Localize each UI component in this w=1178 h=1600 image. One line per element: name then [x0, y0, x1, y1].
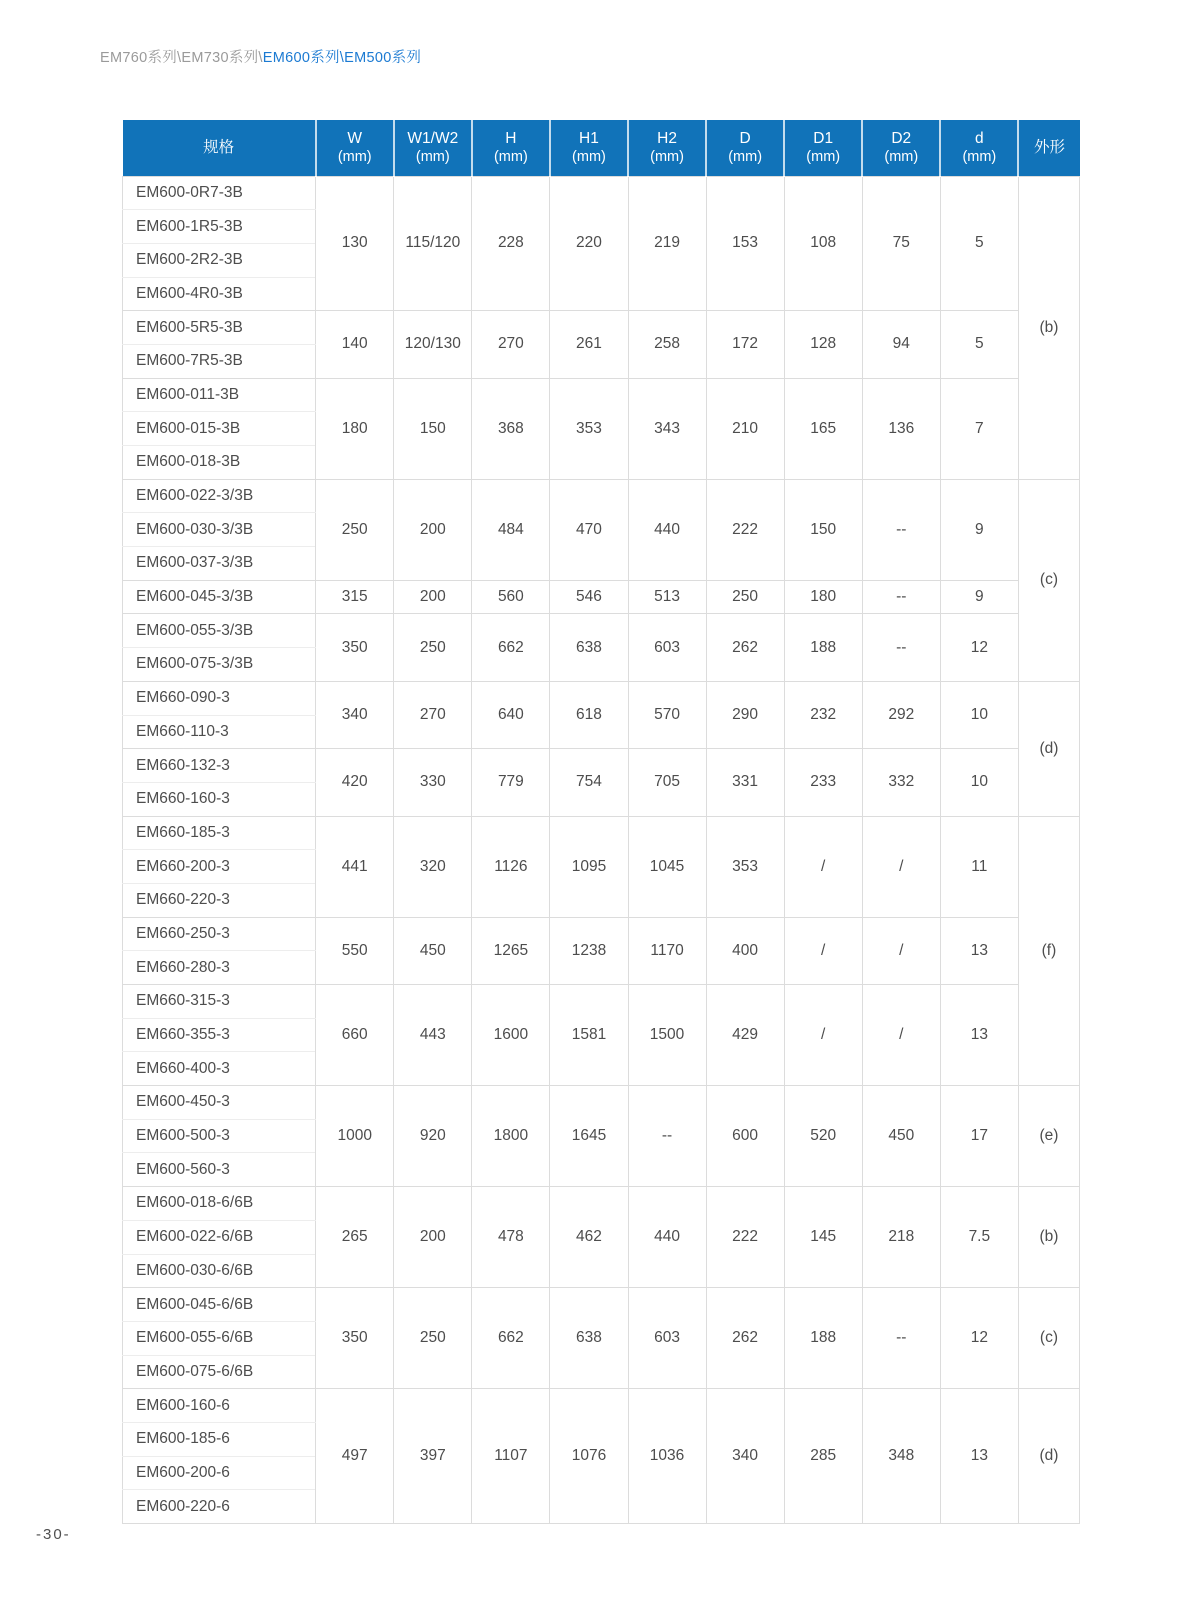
value-cell: 662 — [472, 614, 550, 681]
column-header-d: D (mm) — [706, 120, 784, 176]
value-cell: / — [862, 816, 940, 917]
table-row — [123, 580, 1080, 614]
value-cell: 1500 — [628, 985, 706, 1086]
value-cell: 128 — [784, 311, 862, 378]
model-cell: EM660-315-3 — [123, 985, 316, 1019]
model-cell: EM660-220-3 — [123, 883, 316, 917]
value-cell: 13 — [940, 917, 1018, 984]
value-cell: 1000 — [316, 1086, 394, 1187]
shape-cell: (c) — [1018, 1288, 1079, 1389]
model-cell: EM660-200-3 — [123, 850, 316, 884]
value-cell: 12 — [940, 1288, 1018, 1389]
value-cell: 222 — [706, 1187, 784, 1288]
column-header-d1: D1 (mm) — [784, 120, 862, 176]
value-cell: 188 — [784, 1288, 862, 1389]
model-cell: EM600-055-3/3B — [123, 614, 316, 648]
value-cell: 350 — [316, 614, 394, 681]
table-row — [123, 311, 1080, 345]
value-cell: 397 — [394, 1389, 472, 1524]
model-cell: EM600-030-3/3B — [123, 513, 316, 547]
value-cell: 108 — [784, 176, 862, 311]
value-cell: 513 — [628, 580, 706, 614]
value-cell: 1045 — [628, 816, 706, 917]
column-header-d-small: d (mm) — [940, 120, 1018, 176]
column-header-h2: H2 (mm) — [628, 120, 706, 176]
column-header-shape: 外形 — [1018, 120, 1079, 176]
model-cell: EM660-250-3 — [123, 917, 316, 951]
column-header-h1: H1 (mm) — [550, 120, 628, 176]
value-cell: 75 — [862, 176, 940, 311]
value-cell: 603 — [628, 614, 706, 681]
model-cell: EM600-160-6 — [123, 1389, 316, 1423]
value-cell: 570 — [628, 681, 706, 748]
value-cell: 5 — [940, 311, 1018, 378]
value-cell: 705 — [628, 749, 706, 816]
value-cell: 250 — [316, 479, 394, 580]
value-cell: 638 — [550, 1288, 628, 1389]
value-cell: 145 — [784, 1187, 862, 1288]
table-row — [123, 917, 1080, 951]
value-cell: 1600 — [472, 985, 550, 1086]
value-cell: 165 — [784, 378, 862, 479]
value-cell: 10 — [940, 681, 1018, 748]
model-cell: EM600-1R5-3B — [123, 210, 316, 244]
model-cell: EM600-045-6/6B — [123, 1288, 316, 1322]
value-cell: 265 — [316, 1187, 394, 1288]
value-cell: 353 — [550, 378, 628, 479]
value-cell: 429 — [706, 985, 784, 1086]
value-cell: -- — [862, 1288, 940, 1389]
value-cell: -- — [628, 1086, 706, 1187]
model-cell: EM600-018-6/6B — [123, 1187, 316, 1221]
model-cell: EM660-160-3 — [123, 782, 316, 816]
value-cell: 219 — [628, 176, 706, 311]
value-cell: 603 — [628, 1288, 706, 1389]
table-row — [123, 614, 1080, 648]
value-cell: 462 — [550, 1187, 628, 1288]
value-cell: 618 — [550, 681, 628, 748]
table-row — [123, 1389, 1080, 1423]
value-cell: 136 — [862, 378, 940, 479]
header-row — [123, 120, 1080, 176]
model-cell: EM600-560-3 — [123, 1153, 316, 1187]
value-cell: 250 — [706, 580, 784, 614]
value-cell: / — [784, 985, 862, 1086]
model-cell: EM600-220-6 — [123, 1490, 316, 1524]
value-cell: 638 — [550, 614, 628, 681]
model-cell: EM600-2R2-3B — [123, 243, 316, 277]
value-cell: 270 — [394, 681, 472, 748]
table-row — [123, 1086, 1080, 1120]
value-cell: 130 — [316, 176, 394, 311]
model-cell: EM660-110-3 — [123, 715, 316, 749]
value-cell: 94 — [862, 311, 940, 378]
value-cell: 1076 — [550, 1389, 628, 1524]
spec-table-header — [123, 120, 1080, 176]
value-cell: 285 — [784, 1389, 862, 1524]
value-cell: 640 — [472, 681, 550, 748]
column-header-w1w2: W1/W2 (mm) — [394, 120, 472, 176]
value-cell: 340 — [706, 1389, 784, 1524]
table-row — [123, 378, 1080, 412]
column-header-w: W (mm) — [316, 120, 394, 176]
table-row — [123, 176, 1080, 210]
value-cell: / — [862, 985, 940, 1086]
value-cell: 13 — [940, 985, 1018, 1086]
model-cell: EM600-037-3/3B — [123, 547, 316, 581]
value-cell: 150 — [394, 378, 472, 479]
value-cell: 120/130 — [394, 311, 472, 378]
table-row — [123, 749, 1080, 783]
shape-cell: (d) — [1018, 1389, 1079, 1524]
value-cell: 270 — [472, 311, 550, 378]
value-cell: 1800 — [472, 1086, 550, 1187]
value-cell: 262 — [706, 614, 784, 681]
model-cell: EM600-018-3B — [123, 446, 316, 480]
value-cell: 261 — [550, 311, 628, 378]
table-row — [123, 985, 1080, 1019]
model-cell: EM600-0R7-3B — [123, 176, 316, 210]
shape-cell: (c) — [1018, 479, 1079, 681]
value-cell: 1095 — [550, 816, 628, 917]
value-cell: 550 — [316, 917, 394, 984]
value-cell: 368 — [472, 378, 550, 479]
model-cell: EM600-450-3 — [123, 1086, 316, 1120]
shape-cell: (e) — [1018, 1086, 1079, 1187]
value-cell: 660 — [316, 985, 394, 1086]
value-cell: 440 — [628, 479, 706, 580]
value-cell: 180 — [784, 580, 862, 614]
value-cell: 470 — [550, 479, 628, 580]
spec-table-body — [123, 176, 1080, 1524]
value-cell: 200 — [394, 580, 472, 614]
value-cell: 754 — [550, 749, 628, 816]
model-cell: EM600-7R5-3B — [123, 344, 316, 378]
value-cell: 353 — [706, 816, 784, 917]
value-cell: 250 — [394, 614, 472, 681]
value-cell: 348 — [862, 1389, 940, 1524]
table-row — [123, 1288, 1080, 1322]
value-cell: 1036 — [628, 1389, 706, 1524]
column-header-d2: D2 (mm) — [862, 120, 940, 176]
value-cell: 258 — [628, 311, 706, 378]
value-cell: / — [862, 917, 940, 984]
value-cell: 150 — [784, 479, 862, 580]
value-cell: 200 — [394, 479, 472, 580]
value-cell: 292 — [862, 681, 940, 748]
value-cell: 779 — [472, 749, 550, 816]
value-cell: 1238 — [550, 917, 628, 984]
value-cell: 560 — [472, 580, 550, 614]
model-cell: EM600-4R0-3B — [123, 277, 316, 311]
value-cell: 484 — [472, 479, 550, 580]
model-cell: EM600-075-3/3B — [123, 648, 316, 682]
model-cell: EM600-011-3B — [123, 378, 316, 412]
model-cell: EM600-055-6/6B — [123, 1321, 316, 1355]
model-cell: EM660-400-3 — [123, 1052, 316, 1086]
model-cell: EM660-132-3 — [123, 749, 316, 783]
value-cell: 222 — [706, 479, 784, 580]
column-header-spec: 规格 — [123, 120, 316, 176]
value-cell: 520 — [784, 1086, 862, 1187]
model-cell: EM600-022-6/6B — [123, 1220, 316, 1254]
model-cell: EM660-355-3 — [123, 1018, 316, 1052]
value-cell: 340 — [316, 681, 394, 748]
value-cell: / — [784, 816, 862, 917]
table-row — [123, 681, 1080, 715]
value-cell: 478 — [472, 1187, 550, 1288]
model-cell: EM600-500-3 — [123, 1119, 316, 1153]
value-cell: 188 — [784, 614, 862, 681]
value-cell: 350 — [316, 1288, 394, 1389]
value-cell: 218 — [862, 1187, 940, 1288]
value-cell: 12 — [940, 614, 1018, 681]
value-cell: 440 — [628, 1187, 706, 1288]
model-cell: EM600-030-6/6B — [123, 1254, 316, 1288]
value-cell: 1107 — [472, 1389, 550, 1524]
model-cell: EM600-185-6 — [123, 1422, 316, 1456]
value-cell: 200 — [394, 1187, 472, 1288]
value-cell: 180 — [316, 378, 394, 479]
value-cell: 9 — [940, 479, 1018, 580]
value-cell: 1581 — [550, 985, 628, 1086]
model-cell: EM600-045-3/3B — [123, 580, 316, 614]
value-cell: 153 — [706, 176, 784, 311]
value-cell: 497 — [316, 1389, 394, 1524]
value-cell: 250 — [394, 1288, 472, 1389]
table-row — [123, 479, 1080, 513]
value-cell: 1126 — [472, 816, 550, 917]
value-cell: 5 — [940, 176, 1018, 311]
model-cell: EM660-280-3 — [123, 951, 316, 985]
value-cell: 400 — [706, 917, 784, 984]
value-cell: 228 — [472, 176, 550, 311]
value-cell: 546 — [550, 580, 628, 614]
breadcrumb-active-segment: EM600系列\EM500系列 — [262, 50, 422, 66]
value-cell: 210 — [706, 378, 784, 479]
value-cell: 11 — [940, 816, 1018, 917]
value-cell: 1170 — [628, 917, 706, 984]
value-cell: -- — [862, 479, 940, 580]
value-cell: 662 — [472, 1288, 550, 1389]
value-cell: 332 — [862, 749, 940, 816]
model-cell: EM660-090-3 — [123, 681, 316, 715]
column-header-h: H (mm) — [472, 120, 550, 176]
value-cell: 140 — [316, 311, 394, 378]
value-cell: 115/120 — [394, 176, 472, 311]
model-cell: EM600-075-6/6B — [123, 1355, 316, 1389]
value-cell: 262 — [706, 1288, 784, 1389]
table-row — [123, 1187, 1080, 1221]
value-cell: 330 — [394, 749, 472, 816]
value-cell: 7.5 — [940, 1187, 1018, 1288]
value-cell: -- — [862, 580, 940, 614]
value-cell: 13 — [940, 1389, 1018, 1524]
model-cell: EM600-015-3B — [123, 412, 316, 446]
value-cell: 441 — [316, 816, 394, 917]
value-cell: 320 — [394, 816, 472, 917]
value-cell: 7 — [940, 378, 1018, 479]
shape-cell: (f) — [1018, 816, 1079, 1086]
value-cell: 1265 — [472, 917, 550, 984]
value-cell: 290 — [706, 681, 784, 748]
model-cell: EM600-022-3/3B — [123, 479, 316, 513]
model-cell: EM600-5R5-3B — [123, 311, 316, 345]
value-cell: 233 — [784, 749, 862, 816]
value-cell: 315 — [316, 580, 394, 614]
shape-cell: (b) — [1018, 176, 1079, 479]
value-cell: 331 — [706, 749, 784, 816]
value-cell: 920 — [394, 1086, 472, 1187]
value-cell: 172 — [706, 311, 784, 378]
breadcrumb — [100, 46, 421, 67]
model-cell: EM660-185-3 — [123, 816, 316, 850]
value-cell: 220 — [550, 176, 628, 311]
value-cell: 9 — [940, 580, 1018, 614]
model-cell: EM600-200-6 — [123, 1456, 316, 1490]
shape-cell: (d) — [1018, 681, 1079, 816]
value-cell: 443 — [394, 985, 472, 1086]
table-row — [123, 816, 1080, 850]
value-cell: 17 — [940, 1086, 1018, 1187]
shape-cell: (b) — [1018, 1187, 1079, 1288]
spec-table — [122, 120, 1080, 1524]
value-cell: 232 — [784, 681, 862, 748]
value-cell: 343 — [628, 378, 706, 479]
value-cell: 450 — [862, 1086, 940, 1187]
value-cell: 450 — [394, 917, 472, 984]
value-cell: / — [784, 917, 862, 984]
value-cell: 600 — [706, 1086, 784, 1187]
value-cell: -- — [862, 614, 940, 681]
page-number: -30- — [36, 1526, 71, 1543]
value-cell: 420 — [316, 749, 394, 816]
value-cell: 1645 — [550, 1086, 628, 1187]
breadcrumb-muted-segment: EM760系列\EM730系列\ — [100, 50, 263, 66]
value-cell: 10 — [940, 749, 1018, 816]
